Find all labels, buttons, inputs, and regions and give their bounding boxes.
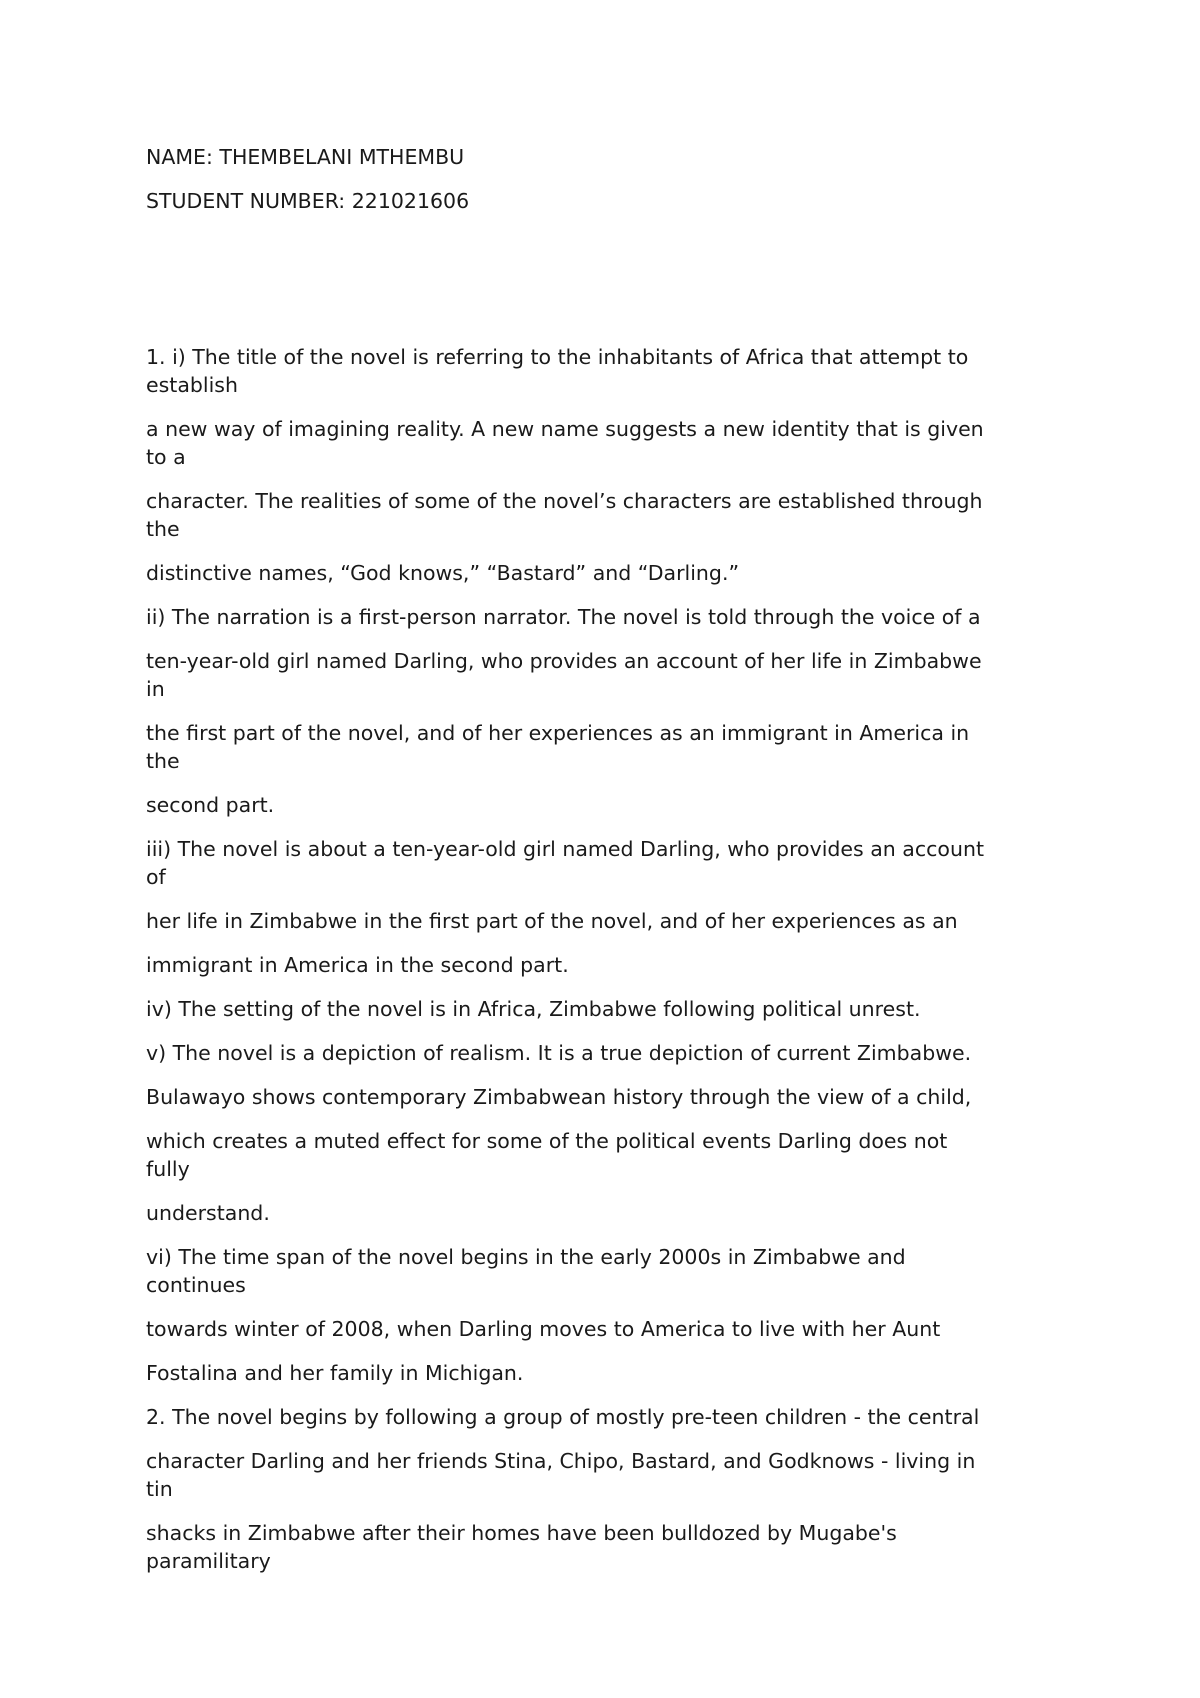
- paragraph: Fostalina and her family in Michigan.: [146, 1361, 524, 1385]
- paragraph: a new way of imagining reality. A new name suggests a new identity that is given to a: [146, 417, 984, 469]
- paragraph: the first part of the novel, and of her experiences as an immigrant in America in the: [146, 721, 970, 773]
- paragraph: immigrant in America in the second part.: [146, 953, 569, 977]
- paragraph: ten-year-old girl named Darling, who provides an account of her life in Zimbabwe in: [146, 649, 982, 701]
- paragraph: which creates a muted effect for some of the political events Darling does not fully: [146, 1129, 948, 1181]
- paragraph: character. The realities of some of the novel’s characters are established through the: [146, 489, 983, 541]
- paragraph: distinctive names, “God knows,” “Bastard” and “Darling.”: [146, 561, 740, 585]
- paragraph: ii) The narration is a first-person narrator. The novel is told through the voice of a: [146, 605, 981, 629]
- paragraph: iv) The setting of the novel is in Africa, Zimbabwe following political unrest.: [146, 997, 921, 1021]
- paragraph: shacks in Zimbabwe after their homes have been bulldozed by Mugabe's paramilitary: [146, 1521, 897, 1573]
- paragraph: character Darling and her friends Stina, Chipo, Bastard, and Godknows - living in tin: [146, 1449, 976, 1501]
- paragraph: understand.: [146, 1201, 270, 1225]
- paragraph: v) The novel is a depiction of realism. It is a true depiction of current Zimbabwe.: [146, 1041, 972, 1065]
- paragraph: Bulawayo shows contemporary Zimbabwean history through the view of a child,: [146, 1085, 972, 1109]
- paragraph: 1. i) The title of the novel is referring to the inhabitants of Africa that attempt to establish: [146, 345, 969, 397]
- student-name: NAME: THEMBELANI MTHEMBU: [146, 145, 465, 169]
- paragraph: iii) The novel is about a ten-year-old girl named Darling, who provides an account of: [146, 837, 984, 889]
- paragraph: her life in Zimbabwe in the first part of the novel, and of her experiences as an: [146, 909, 958, 933]
- header-spacer: [146, 215, 1066, 343]
- paragraph: towards winter of 2008, when Darling moves to America to live with her Aunt: [146, 1317, 941, 1341]
- document-body: [146, 143, 1066, 1575]
- student-number: STUDENT NUMBER: 221021606: [146, 189, 470, 213]
- paragraph: second part.: [146, 793, 275, 817]
- paragraph: vi) The time span of the novel begins in the early 2000s in Zimbabwe and continues: [146, 1245, 906, 1297]
- paragraph: 2. The novel begins by following a group of mostly pre-teen children - the central: [146, 1405, 980, 1429]
